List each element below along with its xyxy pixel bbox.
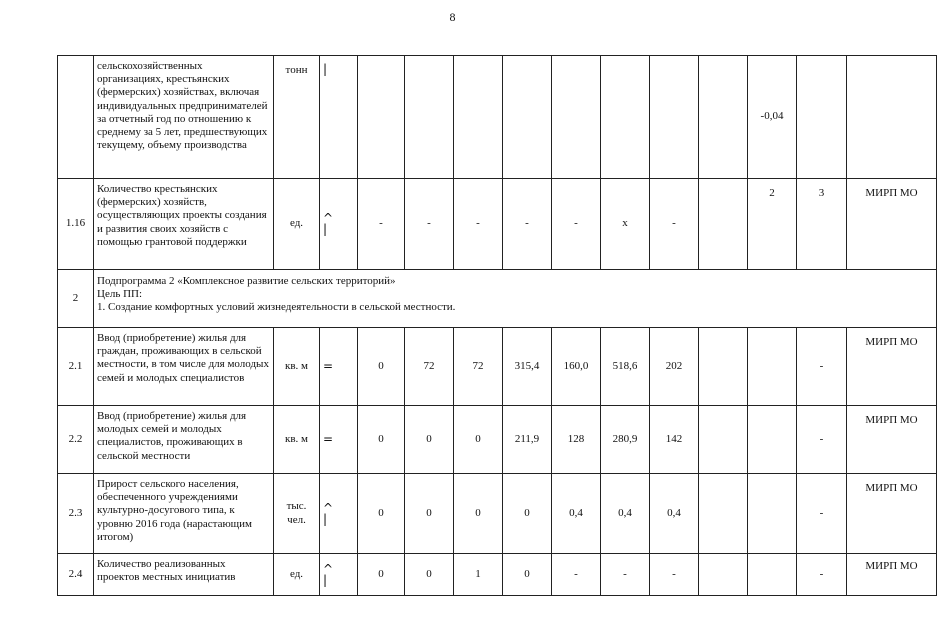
indicator-name: Количество крестьянских (фермерских) хозяйств, осуществляющих проекты создания и развития своих хозяйств с помощью грантовой поддержки: [94, 179, 274, 270]
responsible-cell: МИРП МО: [847, 406, 937, 474]
value-cell: [503, 56, 552, 179]
value-cell: [699, 554, 748, 596]
value-cell: [748, 474, 797, 554]
value-cell: 0,4: [601, 474, 650, 554]
goal-item: 1. Создание комфортных условий жизнедеятельности в сельской местности.: [97, 301, 456, 314]
responsible-cell: МИРП МО: [847, 179, 937, 270]
unit-cell: тыс. чел.: [274, 474, 320, 554]
value-cell: 2: [748, 179, 797, 270]
value-cell: -: [797, 474, 847, 554]
subprogram-cell: [94, 270, 937, 328]
row-number: [58, 56, 94, 179]
table-row: [58, 328, 937, 406]
unit-cell: ед.: [274, 554, 320, 596]
value-cell: -0,04: [748, 56, 797, 179]
value-cell: -: [552, 179, 601, 270]
value-cell: 0: [454, 474, 503, 554]
row-number: 2.1: [58, 328, 94, 406]
table-row: [58, 474, 937, 554]
table-row: [58, 406, 937, 474]
value-cell: [552, 56, 601, 179]
value-cell: 211,9: [503, 406, 552, 474]
unit-cell: кв. м: [274, 406, 320, 474]
value-cell: -: [405, 179, 454, 270]
value-cell: 72: [454, 328, 503, 406]
unit-cell: ед.: [274, 179, 320, 270]
value-cell: [748, 554, 797, 596]
subprogram-row: [58, 270, 937, 328]
value-cell: [405, 56, 454, 179]
indicator-name: Количество реализованных проектов местных инициатив: [94, 554, 274, 596]
value-cell: -: [650, 179, 699, 270]
value-cell: [748, 406, 797, 474]
value-cell: 0: [358, 328, 405, 406]
unit-cell: кв. м: [274, 328, 320, 406]
responsible-cell: [847, 56, 937, 179]
value-cell: 0: [405, 406, 454, 474]
value-cell: [699, 328, 748, 406]
value-cell: 0: [503, 554, 552, 596]
value-cell: 160,0: [552, 328, 601, 406]
trend-sign: ^ |: [320, 474, 358, 554]
value-cell: -: [797, 406, 847, 474]
value-cell: -: [601, 554, 650, 596]
value-cell: 0: [358, 406, 405, 474]
table-row: [58, 56, 937, 179]
indicator-name: Ввод (приобретение) жилья для молодых семей и молодых специалистов, проживающих в сельской местности: [94, 406, 274, 474]
value-cell: -: [552, 554, 601, 596]
responsible-cell: МИРП МО: [847, 328, 937, 406]
value-cell: [699, 406, 748, 474]
value-cell: 1: [454, 554, 503, 596]
row-number: 2.2: [58, 406, 94, 474]
value-cell: -: [797, 554, 847, 596]
value-cell: 0: [405, 554, 454, 596]
row-number: 2: [58, 270, 94, 328]
value-cell: 0: [503, 474, 552, 554]
trend-sign: ^ |: [320, 554, 358, 596]
value-cell: 280,9: [601, 406, 650, 474]
value-cell: [454, 56, 503, 179]
goal-label: Цель ПП:: [97, 288, 143, 301]
trend-sign: =: [320, 406, 358, 474]
value-cell: 128: [552, 406, 601, 474]
trend-sign: ^ |: [320, 179, 358, 270]
value-cell: 0: [358, 474, 405, 554]
responsible-cell: МИРП МО: [847, 474, 937, 554]
indicator-name: Прирост сельского населения, обеспеченного учреждениями культурно-досугового типа, к уровню 2016 года (нарастающим итогом): [94, 474, 274, 554]
value-cell: 0,4: [552, 474, 601, 554]
value-cell: -: [358, 179, 405, 270]
table-row: [58, 554, 937, 596]
value-cell: x: [601, 179, 650, 270]
subprogram-title: Подпрограмма 2 «Комплексное развитие сельских территорий»: [97, 275, 396, 287]
indicator-name: сельскохозяйственных организациях, крестьянских (фермерских) хозяйствах, включая индивидуальных предпринимателей за отчетный год по отношению к среднему за 5 лет, предшествующих текущему, объему производства: [94, 56, 274, 179]
value-cell: 72: [405, 328, 454, 406]
row-number: 1.16: [58, 179, 94, 270]
indicators-table: [57, 55, 937, 596]
value-cell: -: [650, 554, 699, 596]
trend-sign: =: [320, 328, 358, 406]
value-cell: 315,4: [503, 328, 552, 406]
value-cell: [650, 56, 699, 179]
value-cell: 3: [797, 179, 847, 270]
page-number: 8: [449, 10, 456, 24]
responsible-cell: МИРП МО: [847, 554, 937, 596]
value-cell: [699, 179, 748, 270]
value-cell: [699, 56, 748, 179]
value-cell: [748, 328, 797, 406]
table-row: [58, 179, 937, 270]
value-cell: -: [454, 179, 503, 270]
value-cell: 0: [405, 474, 454, 554]
value-cell: 142: [650, 406, 699, 474]
value-cell: [601, 56, 650, 179]
value-cell: [358, 56, 405, 179]
value-cell: [797, 56, 847, 179]
unit-cell: тонн: [274, 56, 320, 179]
value-cell: 518,6: [601, 328, 650, 406]
row-number: 2.4: [58, 554, 94, 596]
value-cell: -: [797, 328, 847, 406]
value-cell: 0,4: [650, 474, 699, 554]
value-cell: 202: [650, 328, 699, 406]
value-cell: [699, 474, 748, 554]
value-cell: 0: [358, 554, 405, 596]
indicator-name: Ввод (приобретение) жилья для граждан, проживающих в сельской местности, в том числе для молодых семей и молодых специалистов: [94, 328, 274, 406]
row-number: 2.3: [58, 474, 94, 554]
value-cell: 0: [454, 406, 503, 474]
value-cell: -: [503, 179, 552, 270]
trend-sign: |: [320, 56, 358, 179]
